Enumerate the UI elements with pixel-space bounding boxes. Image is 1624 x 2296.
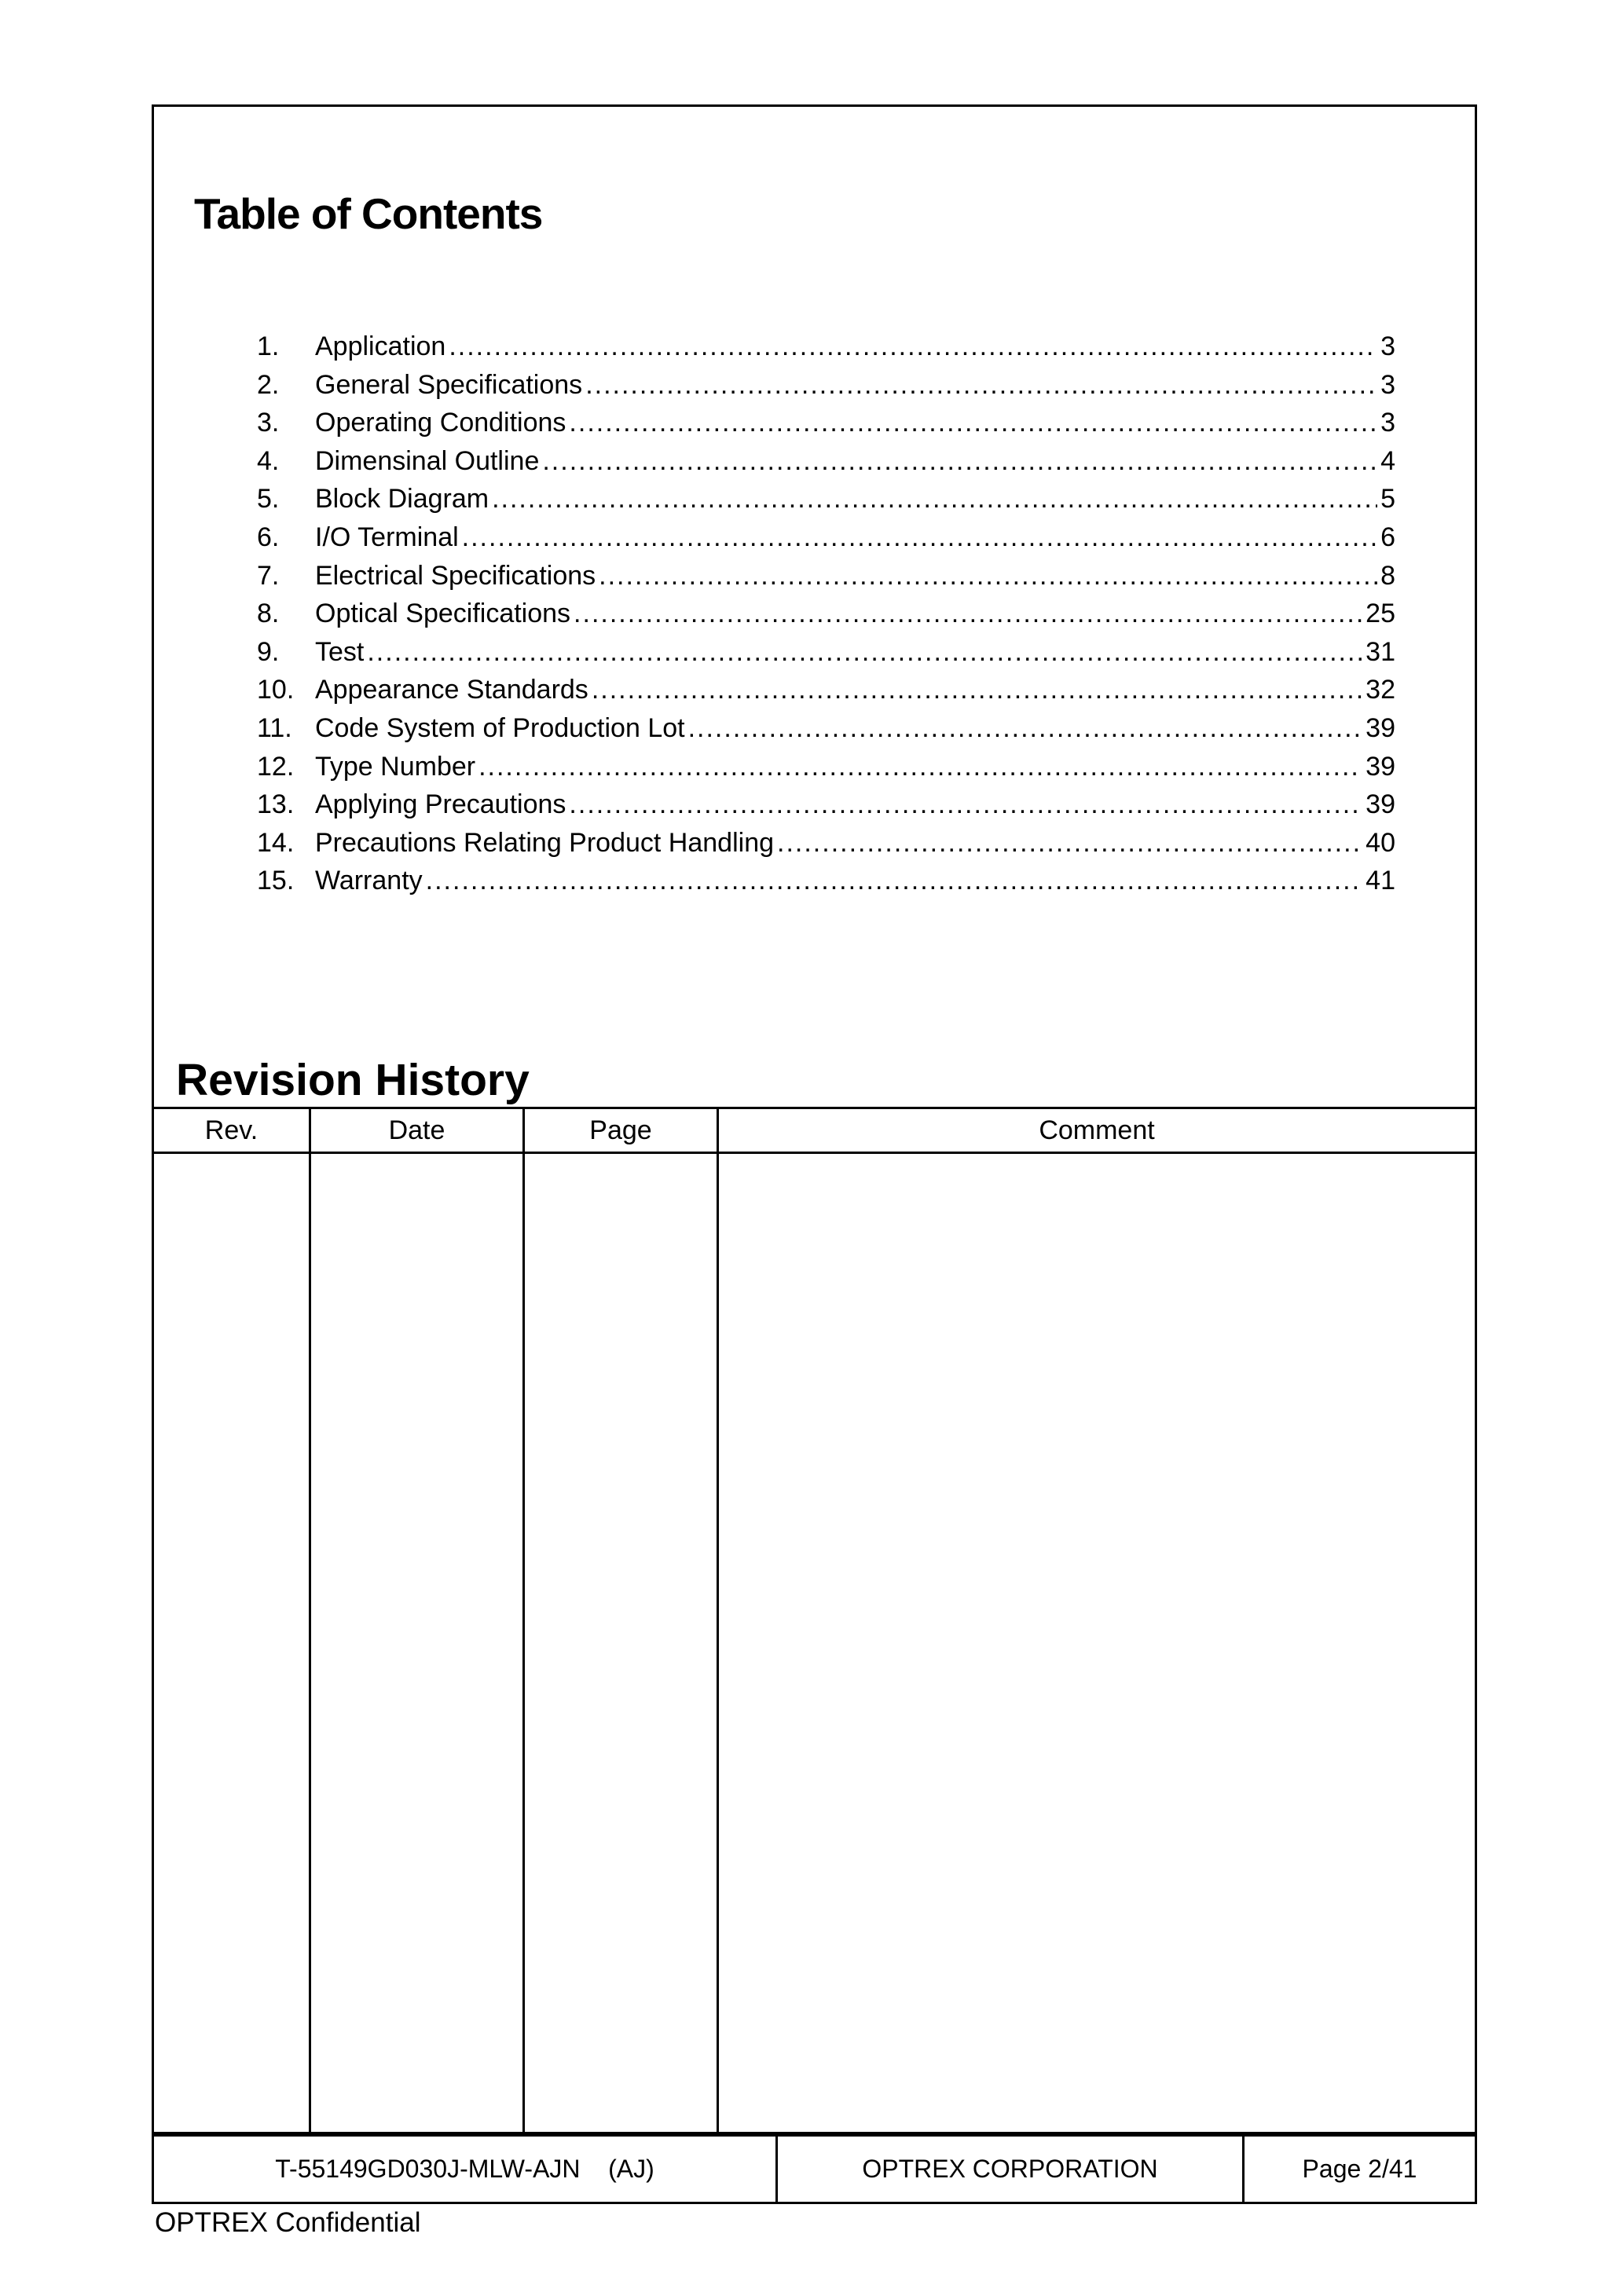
- toc-entry-number: 13.: [257, 789, 295, 820]
- toc-leader: [599, 557, 1377, 595]
- page-column-header: Page: [524, 1108, 718, 1153]
- toc-leader: [367, 633, 1362, 672]
- toc-entry[interactable]: [257, 633, 1395, 672]
- toc-entry-label: General Specifications: [315, 369, 583, 400]
- toc-entry-number: 15.: [257, 866, 295, 896]
- toc-entry-number: 10.: [257, 675, 295, 705]
- toc-leader: [777, 824, 1362, 862]
- revision-history-title: Revision History: [176, 1055, 530, 1105]
- toc-entry[interactable]: [257, 442, 1395, 481]
- toc-entry-page: 39: [1366, 751, 1395, 782]
- toc-entry-page: 5: [1380, 484, 1395, 514]
- footer-row: [153, 2136, 1476, 2203]
- toc-entry[interactable]: [257, 595, 1395, 633]
- toc-leader: [449, 328, 1377, 366]
- toc-entry-label: Optical Specifications: [315, 599, 571, 629]
- toc-entry-label: Code System of Production Lot: [315, 712, 685, 743]
- toc-entry-page: 3: [1380, 331, 1395, 361]
- toc-entry[interactable]: [257, 748, 1395, 786]
- toc-entry-number: 9.: [257, 636, 280, 667]
- toc-entry-number: 7.: [257, 560, 280, 591]
- toc-entry-page: 39: [1366, 712, 1395, 743]
- rev-cell: [153, 1153, 310, 2133]
- footer-page-number: Page 2/41: [1244, 2136, 1476, 2203]
- revision-body-row: [153, 1153, 1476, 2133]
- toc-entry-number: 14.: [257, 827, 295, 858]
- toc-entry-label: I/O Terminal: [315, 522, 459, 552]
- toc-entry-label: Applying Precautions: [315, 789, 566, 820]
- date-column-header: Date: [310, 1108, 524, 1153]
- toc-leader: [478, 748, 1362, 786]
- toc-entry-page: 25: [1366, 599, 1395, 629]
- toc-entry[interactable]: [257, 785, 1395, 824]
- toc-entry[interactable]: [257, 366, 1395, 405]
- comment-cell: [718, 1153, 1476, 2133]
- toc-entry[interactable]: [257, 671, 1395, 709]
- toc-entry-label: Type Number: [315, 751, 476, 782]
- toc-entry-number: 1.: [257, 331, 280, 361]
- toc-entry-number: 5.: [257, 484, 280, 514]
- toc-entry-number: 12.: [257, 751, 295, 782]
- toc-entry-page: 3: [1380, 408, 1395, 438]
- toc-entry[interactable]: [257, 709, 1395, 748]
- toc-entry-page: 4: [1380, 445, 1395, 476]
- toc-entry[interactable]: [257, 862, 1395, 900]
- toc-entry-label: Precautions Relating Product Handling: [315, 827, 775, 858]
- revision-header-row: [153, 1108, 1476, 1153]
- toc-entry-label: Test: [315, 636, 365, 667]
- rev-column-header: Rev.: [153, 1108, 310, 1153]
- toc-entry-label: Warranty: [315, 866, 423, 896]
- footer-company: OPTREX CORPORATION: [777, 2136, 1244, 2203]
- toc-entry[interactable]: [257, 480, 1395, 518]
- page-cell: [524, 1153, 718, 2133]
- toc-entry-page: 31: [1366, 636, 1395, 667]
- confidential-notice: OPTREX Confidential: [155, 2207, 421, 2238]
- toc-entry-number: 8.: [257, 599, 280, 629]
- toc-entry-page: 40: [1366, 827, 1395, 858]
- footer-model: T-55149GD030J-MLW-AJN (AJ): [153, 2136, 777, 2203]
- toc-entry[interactable]: [257, 404, 1395, 442]
- toc-leader: [569, 404, 1377, 442]
- toc-entry-page: 41: [1366, 866, 1395, 896]
- toc-entry[interactable]: [257, 557, 1395, 595]
- toc-entry-label: Dimensinal Outline: [315, 445, 540, 476]
- toc-leader: [688, 709, 1363, 748]
- footer-table: [152, 2134, 1477, 2204]
- toc-leader: [585, 366, 1377, 405]
- toc-leader: [569, 785, 1362, 824]
- toc-entry[interactable]: [257, 328, 1395, 366]
- toc-leader: [574, 595, 1362, 633]
- toc-entry-label: Application: [315, 331, 446, 361]
- toc-entry-page: 3: [1380, 369, 1395, 400]
- toc-entry-label: Operating Conditions: [315, 408, 566, 438]
- toc-entry-number: 11.: [257, 712, 292, 743]
- toc-entry[interactable]: [257, 518, 1395, 557]
- toc-entry-number: 6.: [257, 522, 280, 552]
- revision-history-table: [152, 1107, 1477, 2134]
- toc-entry-label: Appearance Standards: [315, 675, 588, 705]
- toc-entry-number: 2.: [257, 369, 280, 400]
- toc-entry-page: 39: [1366, 789, 1395, 820]
- toc-entry-number: 3.: [257, 408, 280, 438]
- toc-entry[interactable]: [257, 824, 1395, 862]
- toc-entry-number: 4.: [257, 445, 280, 476]
- toc-leader: [592, 671, 1362, 709]
- toc-entry-page: 6: [1380, 522, 1395, 552]
- toc-leader: [542, 442, 1377, 481]
- toc-entry-label: Electrical Specifications: [315, 560, 596, 591]
- toc-entry-page: 32: [1366, 675, 1395, 705]
- date-cell: [310, 1153, 524, 2133]
- toc-entry-page: 8: [1380, 560, 1395, 591]
- toc-title: Table of Contents: [194, 189, 543, 238]
- toc-leader: [492, 480, 1377, 518]
- toc-entry-label: Block Diagram: [315, 484, 489, 514]
- toc-list: [257, 328, 1395, 900]
- toc-leader: [426, 862, 1363, 900]
- toc-leader: [462, 518, 1377, 557]
- comment-column-header: Comment: [718, 1108, 1476, 1153]
